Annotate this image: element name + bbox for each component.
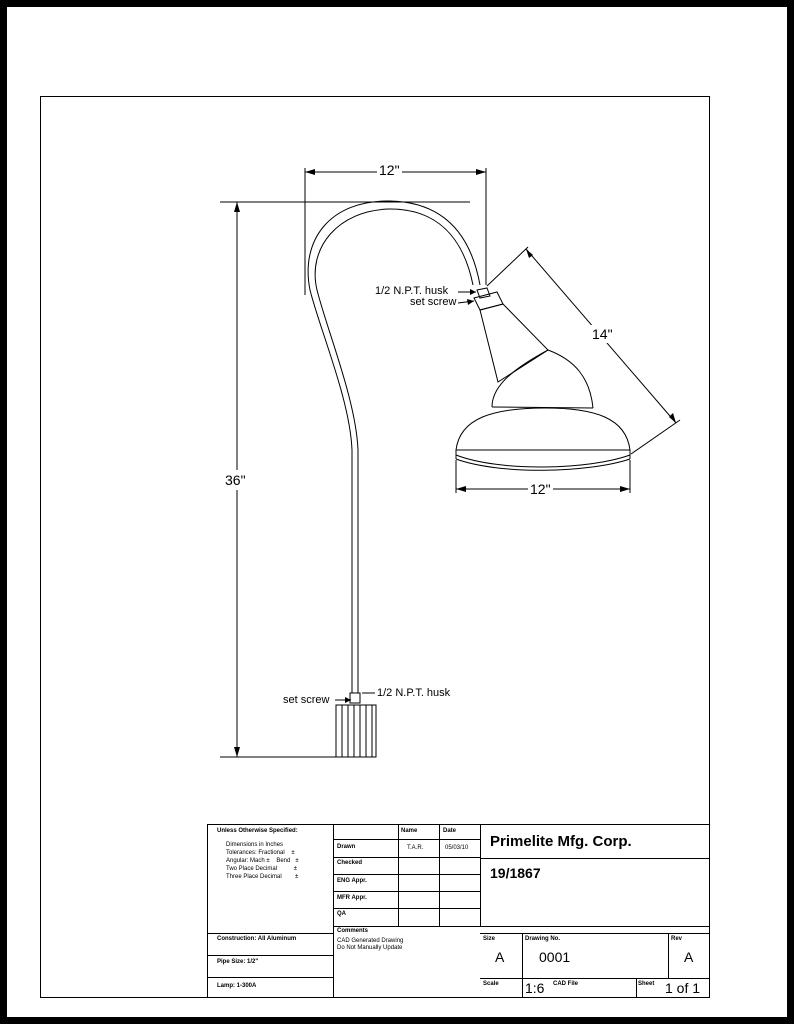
title-block	[207, 824, 710, 998]
eng-appr-label: ENG Appr.	[337, 878, 367, 884]
note-lower-husk: 1/2 N.P.T. husk	[377, 687, 451, 699]
note-upper-set-screw: set screw	[410, 296, 457, 308]
drawn-name: T.A.R.	[407, 845, 424, 851]
lower-fitting	[350, 693, 360, 703]
cad-file-label: CAD File	[553, 981, 579, 987]
shade-bowl	[456, 408, 630, 450]
drawn-label: Drawn	[337, 844, 356, 850]
note-upper-husk: 1/2 N.P.T. husk	[375, 285, 449, 297]
dimension-height: 36"	[225, 472, 246, 488]
mfr-appr-label: MFR Appr.	[337, 895, 367, 901]
comment-line-1: CAD Generated Drawing	[337, 938, 404, 944]
dimension-top-width: 12"	[379, 162, 400, 178]
pipe-size-label: Pipe Size: 1/2"	[217, 959, 259, 965]
size-value: A	[495, 949, 505, 965]
sheet-label: Sheet	[638, 981, 655, 987]
spec-line-1: Dimensions in Inches	[226, 842, 284, 848]
gooseneck-arm-outer	[308, 201, 480, 693]
scale-label: Scale	[483, 981, 499, 987]
column-name: Name	[401, 828, 418, 834]
spec-line-3: Angular: Mach ± Bend ±	[226, 858, 299, 864]
part-number: 19/1867	[490, 865, 541, 881]
comments-label: Comments	[337, 928, 369, 934]
shade-socket	[480, 304, 548, 382]
drawing-no-label: Drawing No.	[525, 936, 561, 942]
company-name: Primelite Mfg. Corp.	[490, 833, 632, 850]
spec-line-2: Tolerances: Fractional ±	[226, 850, 295, 856]
dimension-shade-length: 14"	[592, 326, 613, 342]
scale-value: 1:6	[525, 980, 545, 996]
column-date: Date	[443, 828, 457, 834]
shade-dome	[492, 350, 593, 408]
drawn-date: 05/03/10	[445, 845, 469, 851]
lamp-label: Lamp: 1-300A	[217, 983, 257, 989]
size-label: Size	[483, 936, 496, 942]
drawing-no-value: 0001	[539, 949, 571, 965]
rev-label: Rev	[671, 936, 683, 942]
spec-line-4: Two Place Decimal ±	[226, 866, 297, 872]
gooseneck-arm-inner	[315, 209, 473, 693]
construction-label: Construction: All Aluminum	[217, 936, 297, 942]
note-lower-set-screw: set screw	[283, 694, 330, 706]
checked-label: Checked	[337, 860, 363, 866]
qa-label: QA	[337, 911, 346, 917]
dimension-shade-width: 12"	[530, 481, 551, 497]
comment-line-2: Do Not Manually Update	[337, 945, 403, 951]
unless-specified-title: Unless Otherwise Specified:	[217, 828, 298, 834]
rev-value: A	[684, 949, 694, 965]
sheet-value: 1 of 1	[665, 980, 701, 996]
spec-line-5: Three Place Decimal ±	[226, 874, 299, 880]
